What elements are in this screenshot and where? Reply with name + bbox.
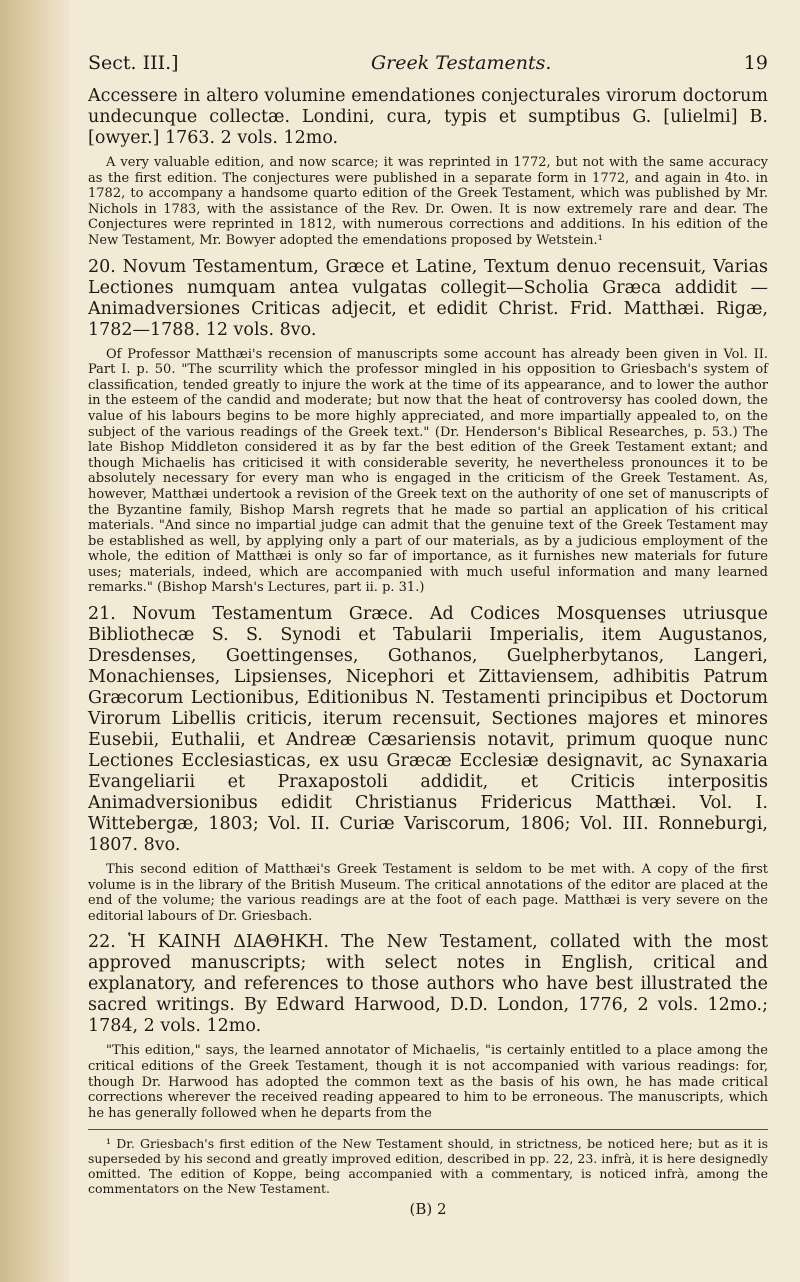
entry-title: 22. Ἡ ΚΑΙΝΗ ΔΙΑΘΗΚΗ. The New Testament, collated with the most approved manuscripts; with select notes in English, critical and explanatory, and references to those authors who have best illustrated the sacred writings. By Edward Harwood, D.D. London, 1776, 2 vols. 12mo.; 1784, 2 vols. 12mo. xyxy=(88,932,768,1037)
entry-title: 21. Novum Testamentum Græce. Ad Codices Mosquenses utriusque Bibliothecæ S. S. Synodi et Tabularii Imperialis, item Augustanos, Dresdenses, Goettingenses, Gothanos, Guelpherbytanos, Langeri, Monachienses, Lipsienses, Nicephori et Zittaviensem, adhibitis Patrum Græcorum Lectionibus, Editionibus N. Testamenti principibus et Doctorum Virorum Libellis criticis, iterum recensuit, Sectiones majores et minores Eusebii, Euthalii, et Andreæ Cæsariensis notavit, primum quoque nunc Lectiones Ecclesiasticas, ex usu Græcæ Ecclesiæ designavit, ac Synaxaria Evangeliarii et Praxapostoli addidit, et Criticis interpositis Animadversionibus edidit Christianus Fridericus Matthæi. Vol. I. Wittebergæ, 1803; Vol. II. Curiæ Variscorum, 1806; Vol. III. Ronneburgi, 1807. 8vo. xyxy=(88,604,768,856)
footnote-divider xyxy=(88,1129,768,1130)
running-header xyxy=(88,52,768,74)
page-number: 19 xyxy=(743,52,768,74)
page-content xyxy=(88,52,768,1218)
entry-body: "This edition," says, the learned annotator of Michaelis, "is certainly entitled to a place among the critical editions of the Greek Testament, though it is not accompanied with various readings: for, though Dr. Harwood has adopted the common text as the basis of his own, he has made critical corrections wherever the received reading appeared to him to be erroneous. The manuscripts, which he has generally followed when he departs from the xyxy=(88,1043,768,1121)
footnote: ¹ Dr. Griesbach's first edition of the New Testament should, in strictness, be noticed here; but as it is superseded by his second and greatly improved edition, described in pp. 22, 23. infrà, it is here designedly omitted. The edition of Koppe, being accompanied with a commentary, is noticed infrà, among the commentators on the New Testament. xyxy=(88,1136,768,1197)
page-edge-shadow xyxy=(0,0,70,1282)
entry-body: A very valuable edition, and now scarce; it was reprinted in 1772, but not with the same accuracy as the first edition. The conjectures were published in a separate form in 1772, and again in 4to. in 1782, to accompany a handsome quarto edition of the Greek Testament, which was published by Mr. Nichols in 1783, with the assistance of the Rev. Dr. Owen. It is now extremely rare and dear. The Conjectures were reprinted in 1812, with numerous corrections and additions. In his edition of the New Testament, Mr. Bowyer adopted the emendations proposed by Wetstein.¹ xyxy=(88,155,768,248)
entry-body: Of Professor Matthæi's recension of manuscripts some account has already been given in Vol. II. Part I. p. 50. "The scurrility which the professor mingled in his opposition to Griesbach's system of classification, tended greatly to injure the work at the time of its appearance, and to lower the author in the esteem of the candid and moderate; but now that the heat of controversy has cooled down, the value of his labours begins to be more highly appreciated, and more impartially appealed to, on the subject of the various readings of the Greek text." (Dr. Henderson's Biblical Researches, p. 53.) The late Bishop Middleton considered it as by far the best edition of the Greek Testament extant; and though Michaelis has criticised it with considerable severity, he nevertheless pronounces it to be absolutely necessary for every man who is engaged in the criticism of the Greek Testament. As, however, Matthæi undertook a revision of the Greek text on the authority of one set of manuscripts of the Byzantine family, Bishop Marsh regrets that he made so partial an application of his critical materials. "And since no impartial judge can admit that the genuine text of the Greek Testament may be established as well, by applying only a part of our materials, as by a judicious employment of the whole, the edition of Matthæi is only so far of importance, as it furnishes new materials for future uses; materials, indeed, which are accompanied with much useful information and many learned remarks." (Bishop Marsh's Lectures, part ii. p. 31.) xyxy=(88,346,768,596)
entry-title: Accessere in altero volumine emendationes conjecturales virorum doctorum undecunque collectæ. Londini, cura, typis et sumptibus G. [ulielmi] B. [owyer.] 1763. 2 vols. 12mo. xyxy=(88,86,768,148)
section-label: Sect. III.] xyxy=(88,52,179,74)
entry-title: 20. Novum Testamentum, Græce et Latine, Textum denuo recensuit, Varias Lectiones numquam antea vulgatas collegit—Scholia Græca addidit —Animadversiones Criticas adjecit, et edidit Christ. Frid. Matthæi. Rigæ, 1782—1788. 12 vols. 8vo. xyxy=(88,256,768,340)
entry-body: This second edition of Matthæi's Greek Testament is seldom to be met with. A copy of the first volume is in the library of the British Museum. The critical annotations of the editor are placed at the end of the volume; the various readings are at the foot of each page. Matthæi is very severe on the editorial labours of Dr. Griesbach. xyxy=(88,862,768,924)
running-title: Greek Testaments. xyxy=(371,52,552,74)
signature-mark: (B) 2 xyxy=(409,1200,447,1219)
